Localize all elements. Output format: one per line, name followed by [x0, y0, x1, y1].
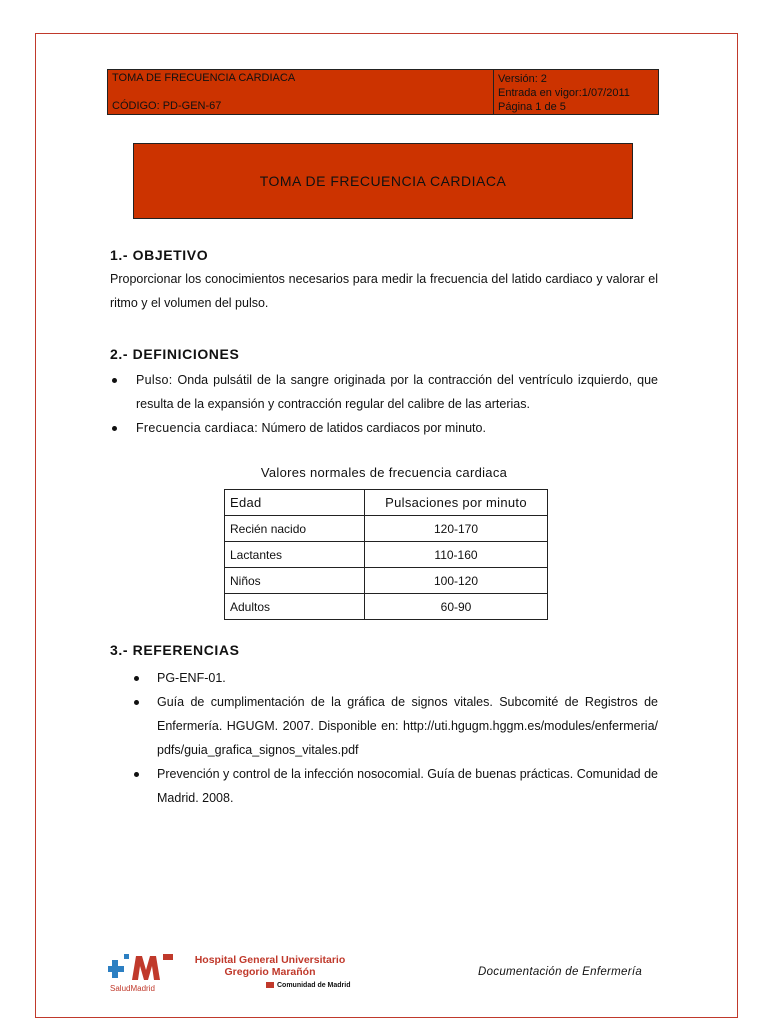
- objective-text: Proporcionar los conocimientos necesarios para medir la frecuencia del latido cardiaco y valorar el ritmo y el volumen del pulso.: [110, 272, 658, 310]
- main-title: TOMA DE FRECUENCIA CARDIACA: [259, 173, 507, 189]
- header-version: Versión: 2: [498, 73, 547, 85]
- definition-text: Onda pulsátil de la sangre originada por la contracción del ventrículo izquierdo, que resulta de la expansión y contracción regular del calibre de las arterias.: [136, 373, 658, 411]
- footer-document-label: Documentación de Enfermería: [478, 966, 643, 978]
- table-caption: Valores normales de frecuencia cardiaca: [260, 465, 508, 480]
- salud-madrid-label: SaludMadrid: [110, 984, 155, 993]
- table-header-row: [225, 490, 548, 516]
- hospital-logo: [108, 952, 358, 992]
- table-header-age: Edad: [225, 490, 365, 516]
- table-cell-bpm: 120-170: [365, 516, 548, 542]
- table-row: [225, 516, 548, 542]
- definition-term: Frecuencia cardiaca:: [136, 421, 259, 435]
- table-cell-bpm: 110-160: [365, 542, 548, 568]
- hospital-name: [190, 954, 350, 978]
- section-definitions: [110, 344, 658, 440]
- salud-madrid-logo-icon: [108, 952, 178, 984]
- definition-term: Pulso:: [136, 373, 173, 387]
- table-cell-bpm: 100-120: [365, 568, 548, 594]
- definitions-list: [110, 368, 658, 440]
- header-right-cell: [494, 70, 658, 114]
- references-heading: 3.- REFERENCIAS: [110, 642, 240, 658]
- reference-item: PG-ENF-01.: [110, 666, 658, 690]
- header-effective-date: Entrada en vigor:1/07/2011: [498, 87, 630, 99]
- table-cell-age: Niños: [225, 568, 365, 594]
- header-title: TOMA DE FRECUENCIA CARDIACA: [112, 72, 296, 84]
- header-code: CÓDIGO: PD-GEN-67: [112, 100, 222, 112]
- header-left-cell: [108, 70, 494, 114]
- table-cell-bpm: 60-90: [365, 594, 548, 620]
- reference-item: Prevención y control de la infección nosocomial. Guía de buenas prácticas. Comunidad de Madrid. 2008.: [110, 762, 658, 810]
- reference-item: [110, 690, 658, 762]
- definition-text: Número de latidos cardiacos por minuto.: [258, 421, 486, 435]
- header-page-number: Página 1 de 5: [498, 101, 566, 113]
- section-references: [110, 640, 658, 810]
- table-header-bpm: Pulsaciones por minuto: [365, 490, 548, 516]
- reference-url-link[interactable]: http://uti.hgugm.hggm.es/modules/enfermeria/pdfs/guia_grafica_signos_vitales.pdf: [157, 719, 658, 757]
- table-row: [225, 568, 548, 594]
- table-cell-age: Lactantes: [225, 542, 365, 568]
- hospital-name-line2: Gregorio Marañón: [224, 966, 316, 978]
- hospital-name-line1: Hospital General Universitario: [194, 954, 346, 966]
- table-row: [225, 542, 548, 568]
- main-title-box: [133, 143, 633, 219]
- section-objective: [110, 245, 658, 315]
- definitions-heading: 2.- DEFINICIONES: [110, 346, 240, 362]
- table-row: [225, 594, 548, 620]
- definition-item-heart-rate: [110, 416, 658, 440]
- definition-item-pulse: [110, 368, 658, 416]
- heart-rate-table: [224, 489, 548, 620]
- comunidad-madrid-label: Comunidad de Madrid: [266, 982, 351, 989]
- reference-text: Guía de cumplimentación de la gráfica de signos vitales. Subcomité de Registros de Enfermería. HGUGM. 2007. Disponible en:: [157, 695, 658, 733]
- document-header: [107, 69, 659, 115]
- table-cell-age: Adultos: [225, 594, 365, 620]
- objective-heading: 1.- OBJETIVO: [110, 247, 209, 263]
- table-cell-age: Recién nacido: [225, 516, 365, 542]
- references-list: [110, 666, 658, 810]
